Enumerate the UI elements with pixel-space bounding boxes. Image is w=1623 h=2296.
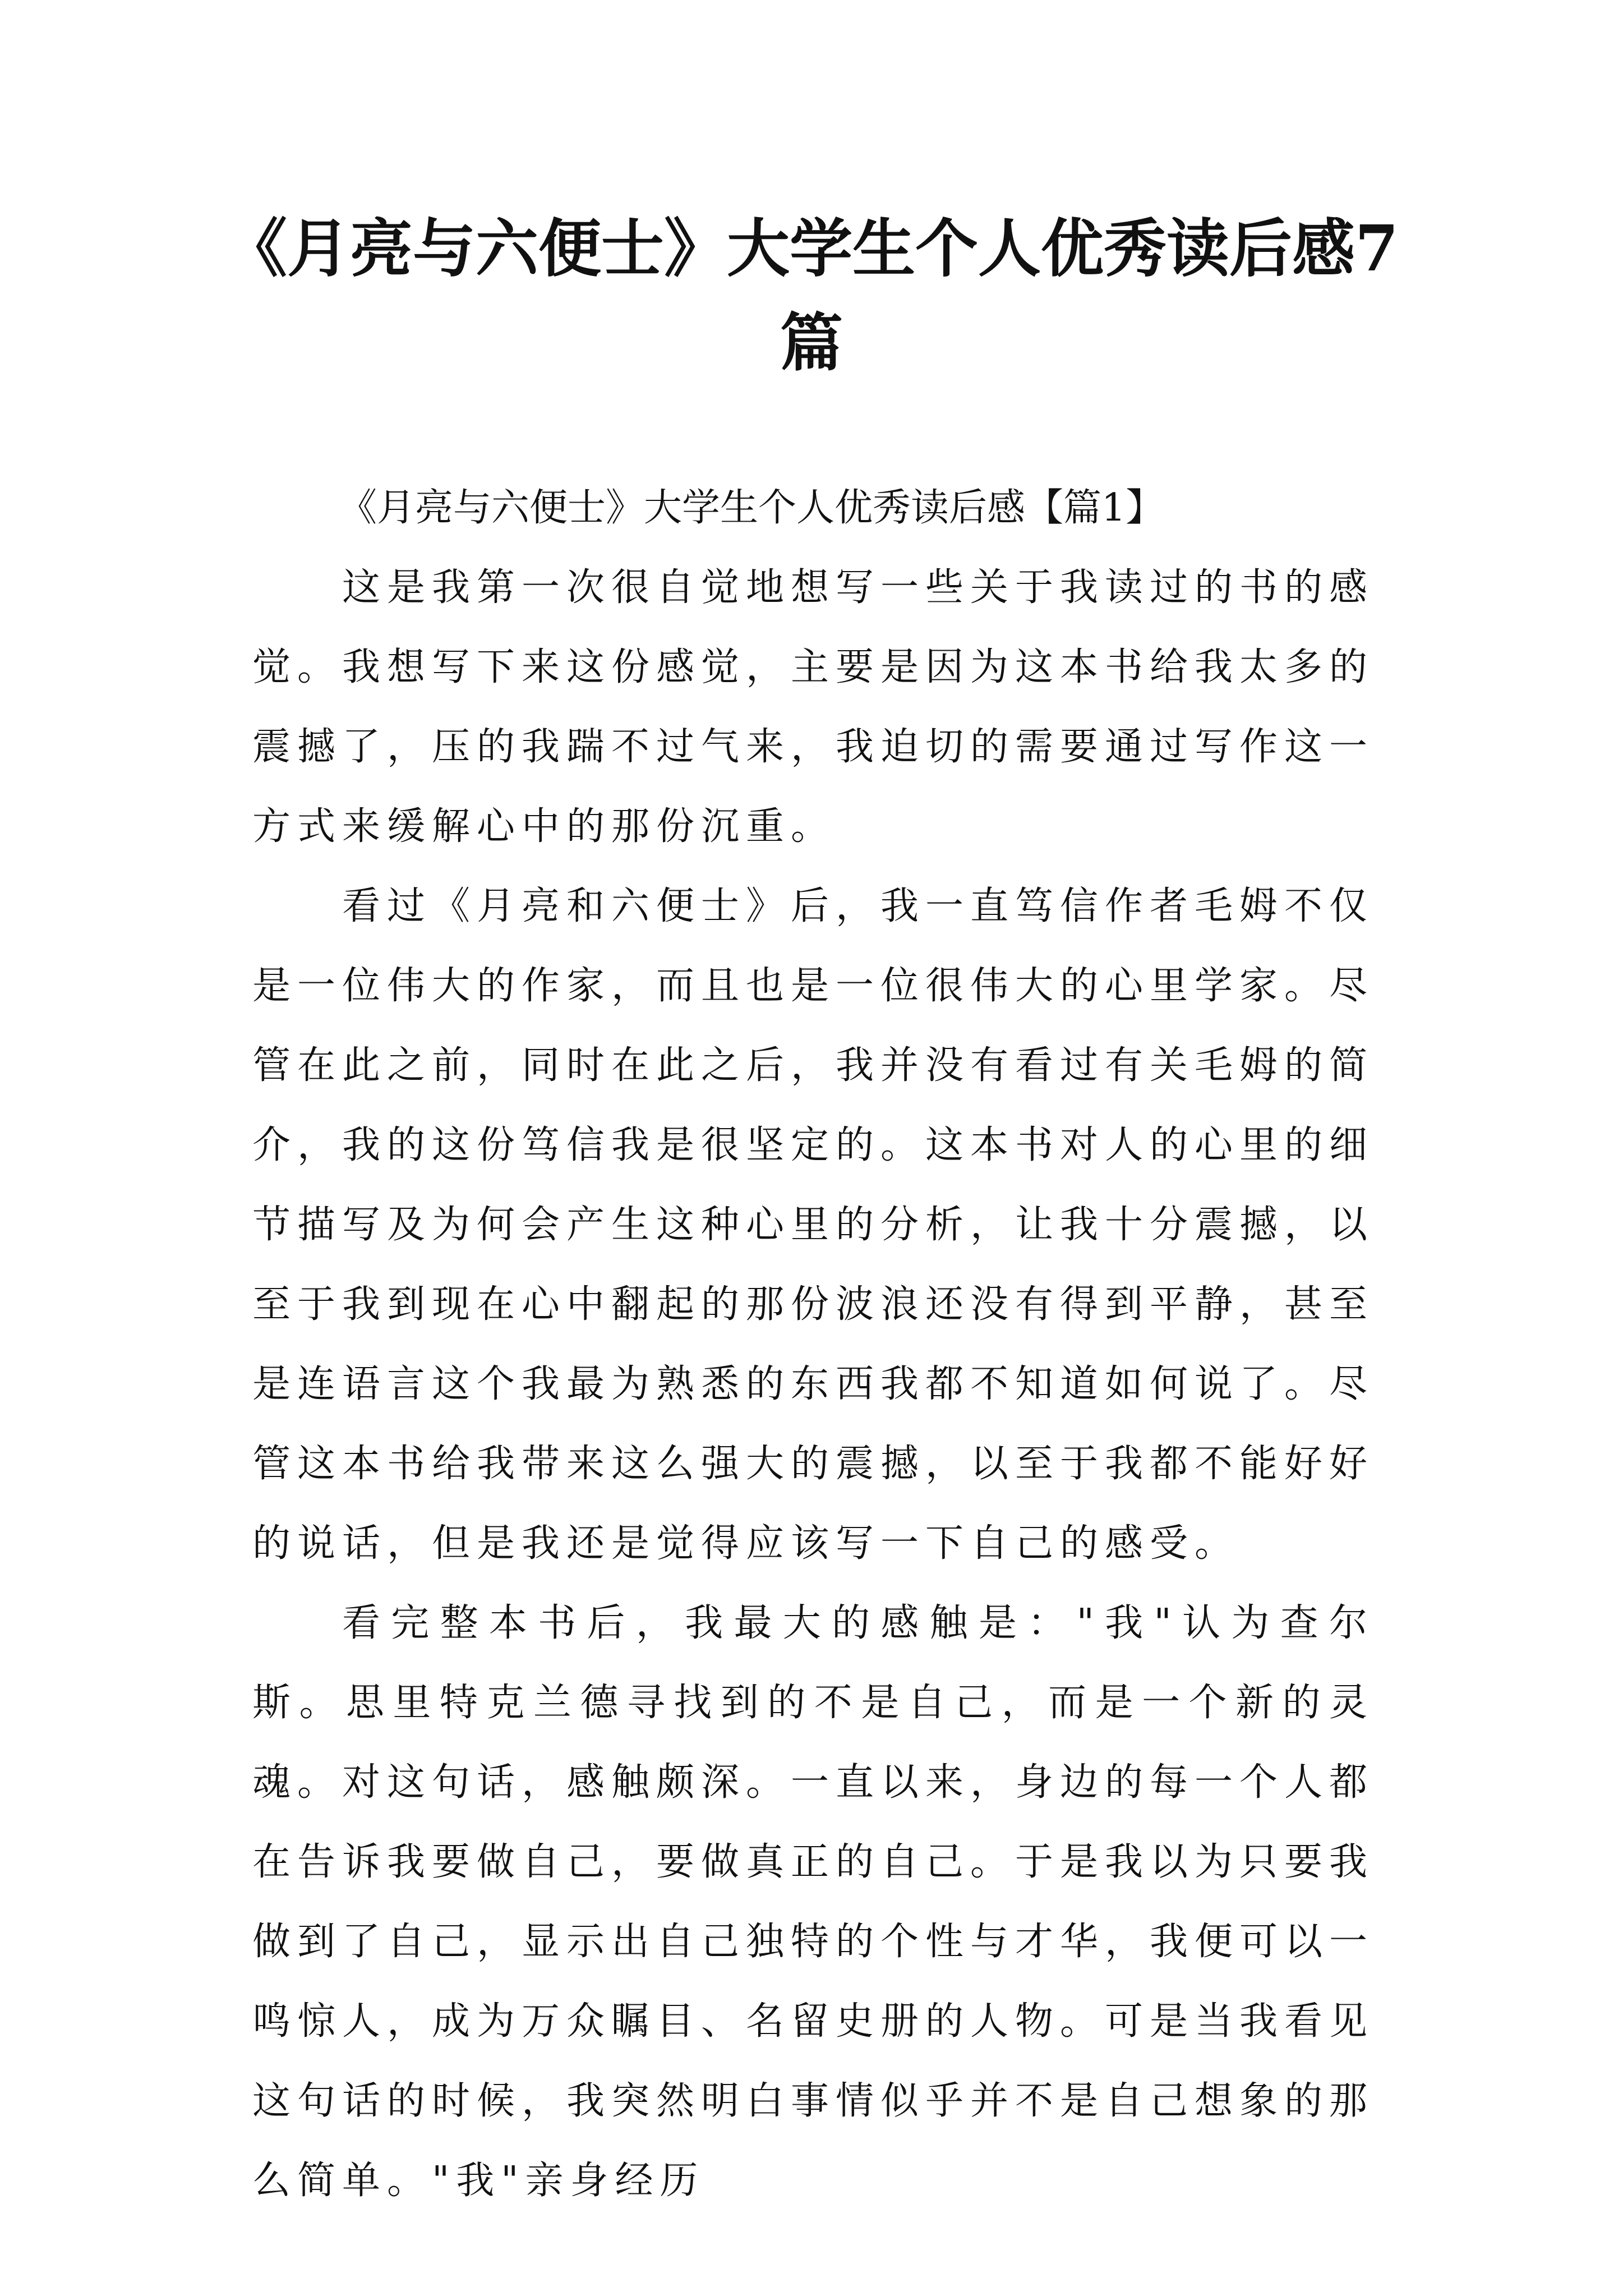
- document-body: [252, 468, 1374, 2221]
- body-paragraph-1: 这是我第一次很自觉地想写一些关于我读过的书的感觉。我想写下来这份感觉，主要是因为这本书给我太多的震撼了，压的我踹不过气来，我迫切的需要通过写作这一方式来缓解心中的那份沉重。: [252, 565, 1375, 849]
- body-paragraph-2: 看过《月亮和六便士》后，我一直笃信作者毛姆不仅是一位伟大的作家，而且也是一位很伟大的心里学家。尽管在此之前，同时在此之后，我并没有看过有关毛姆的简介，我的这份笃信我是很坚定的。这本书对人的心里的细节描写及为何会产生这种心里的分析，让我十分震撼，以至于我到现在心中翻起的那份波浪还没有得到平静，甚至是连语言这个我最为熟悉的东西我都不知道如何说了。尽管这本书给我带来这么强大的震撼，以至于我都不能好好的说话，但是我还是觉得应该写一下自己的感受。: [252, 884, 1375, 1566]
- section-heading: 《月亮与六便士》大学生个人优秀读后感【篇1】: [339, 486, 1164, 530]
- body-paragraph-3: 看完整本书后，我最大的感触是："我"认为查尔斯。思里特克兰德寻找到的不是自己，而是一个新的灵魂。对这句话，感触颇深。一直以来，身边的每一个人都在告诉我要做自己，要做真正的自己。于是我以为只要我做到了自己，显示出自己独特的个性与才华，我便可以一鸣惊人，成为万众瞩目、名留史册的人物。可是当我看见这句话的时候，我突然明白事情似乎并不是自己想象的那么简单。"我"亲身经历: [252, 1601, 1375, 2203]
- document-title: 《月亮与六便士》大学生个人优秀读后感7篇: [224, 212, 1399, 380]
